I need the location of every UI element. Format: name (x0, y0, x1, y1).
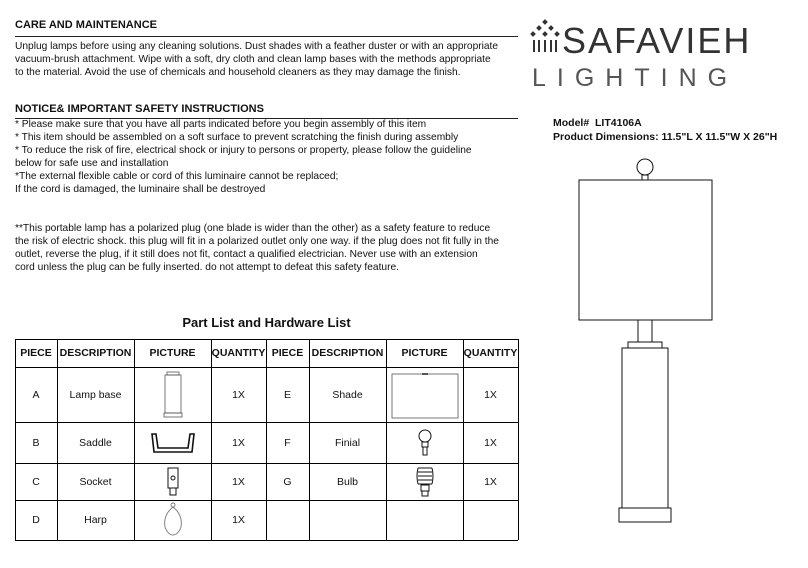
finial-icon (415, 427, 435, 459)
model-number: LIT4106A (595, 117, 642, 129)
saddle-picture (134, 422, 211, 463)
header-piece: PIECE (20, 347, 52, 359)
plug-line: the risk of electric shock. this plug will fit in a polarized outlet only one way. if the plug does not fit fully in the (15, 236, 499, 247)
header-description: DESCRIPTION (59, 347, 132, 359)
finial-picture (386, 422, 463, 463)
notice-text (15, 118, 525, 196)
table-cell-quantity: 1X (232, 475, 245, 488)
bulb-picture (386, 463, 463, 500)
care-line: Unplug lamps before using any cleaning solutions. Dust shades with a feather duster or with an appropriate (15, 41, 499, 52)
harp-icon (160, 501, 186, 539)
brand-subtitle: LIGHTING (532, 64, 739, 92)
parts-title: Part List and Hardware List (182, 315, 351, 330)
care-text (15, 40, 525, 79)
plug-line: cord unless the plug can be fully inserted. do not attempt to defeat this safety feature. (15, 262, 399, 273)
table-cell-description: Bulb (336, 475, 358, 488)
plug-text (15, 222, 525, 274)
header-description: DESCRIPTION (311, 347, 384, 359)
table-cell-piece: E (283, 388, 291, 401)
socket-picture (134, 463, 211, 500)
care-line: vacuum-brush attachment. Wipe with a soft, dry cloth and clean lamp bases with the methods appropriate (15, 54, 491, 65)
notice-line: * Please make sure that you have all parts indicated before you begin assembly of this item (15, 119, 427, 130)
brand-name: SAFAVIEH (562, 20, 752, 61)
safavieh-logo-icon (525, 18, 565, 54)
table-cell-description: Shade (332, 388, 363, 401)
table-cell-quantity (463, 500, 518, 540)
notice-line: If the cord is damaged, the luminaire shall be destroyed (15, 184, 266, 195)
plug-line: **This portable lamp has a polarized plug (one blade is wider than the other) as a safety feature to reduce (15, 223, 491, 234)
plug-line: outlet, reverse the plug, if it still does not fit, contact a qualified electrician. Never use with an extension (15, 249, 478, 260)
notice-title: NOTICE& IMPORTANT SAFETY INSTRUCTIONS (15, 103, 264, 115)
notice-line: * To reduce the risk of fire, electrical shock or injury to persons or property, please follow the guideline (15, 145, 472, 156)
table-cell-piece: B (32, 436, 40, 449)
header-picture: PICTURE (149, 347, 196, 359)
notice-line: * This item should be assembled on a soft surface to prevent scratching the finish during assembly (15, 132, 459, 143)
care-line: to the material. Avoid the use of chemicals and household cleaners as they may damage the finish. (15, 67, 461, 78)
model-label: Model# (553, 117, 590, 129)
table-cell-quantity: 1X (232, 388, 245, 401)
header-picture: PICTURE (401, 347, 448, 359)
table-cell-piece: C (32, 475, 40, 488)
lamp-illustration (570, 155, 720, 535)
product-info (553, 116, 777, 144)
bulb-icon (414, 465, 436, 499)
table-cell-description: Socket (79, 475, 112, 488)
lamp-base-picture (134, 367, 211, 422)
table-cell-piece (266, 500, 309, 540)
table-cell-quantity: 1X (232, 514, 245, 526)
saddle-icon (148, 428, 198, 458)
table-cell-description: Finial (334, 436, 361, 449)
table-cell-quantity: 1X (484, 436, 497, 449)
notice-line: *The external flexible cable or cord of this luminaire cannot be replaced; (15, 171, 339, 182)
table-cell-description (309, 500, 386, 540)
header-quantity: QUANTITY (211, 347, 266, 359)
table-line (15, 540, 518, 541)
table-cell-quantity: 1X (484, 475, 497, 488)
table-cell-quantity: 1X (484, 388, 497, 401)
care-title: CARE AND MAINTENANCE (15, 19, 157, 31)
harp-picture (134, 500, 211, 540)
table-cell-piece: F (284, 436, 291, 449)
care-divider (15, 36, 518, 37)
notice-line: below for safe use and installation (15, 158, 169, 169)
shade-icon (389, 370, 461, 420)
header-quantity: QUANTITY (463, 347, 518, 359)
dims-value: 11.5"L X 11.5"W X 26"H (661, 131, 778, 143)
table-cell-quantity: 1X (232, 436, 245, 449)
shade-picture (386, 367, 463, 422)
table-cell-piece: A (32, 388, 40, 401)
dims-label: Product Dimensions: (553, 131, 659, 143)
table-cell-piece: G (283, 475, 292, 488)
table-cell-piece: D (32, 514, 40, 526)
table-cell-description: Saddle (79, 436, 112, 449)
socket-icon (163, 466, 183, 498)
table-line (518, 339, 519, 540)
lamp-base-icon (158, 370, 188, 420)
table-cell-description: Harp (84, 514, 107, 526)
header-piece: PIECE (271, 347, 304, 359)
table-cell-description: Lamp base (69, 388, 122, 401)
